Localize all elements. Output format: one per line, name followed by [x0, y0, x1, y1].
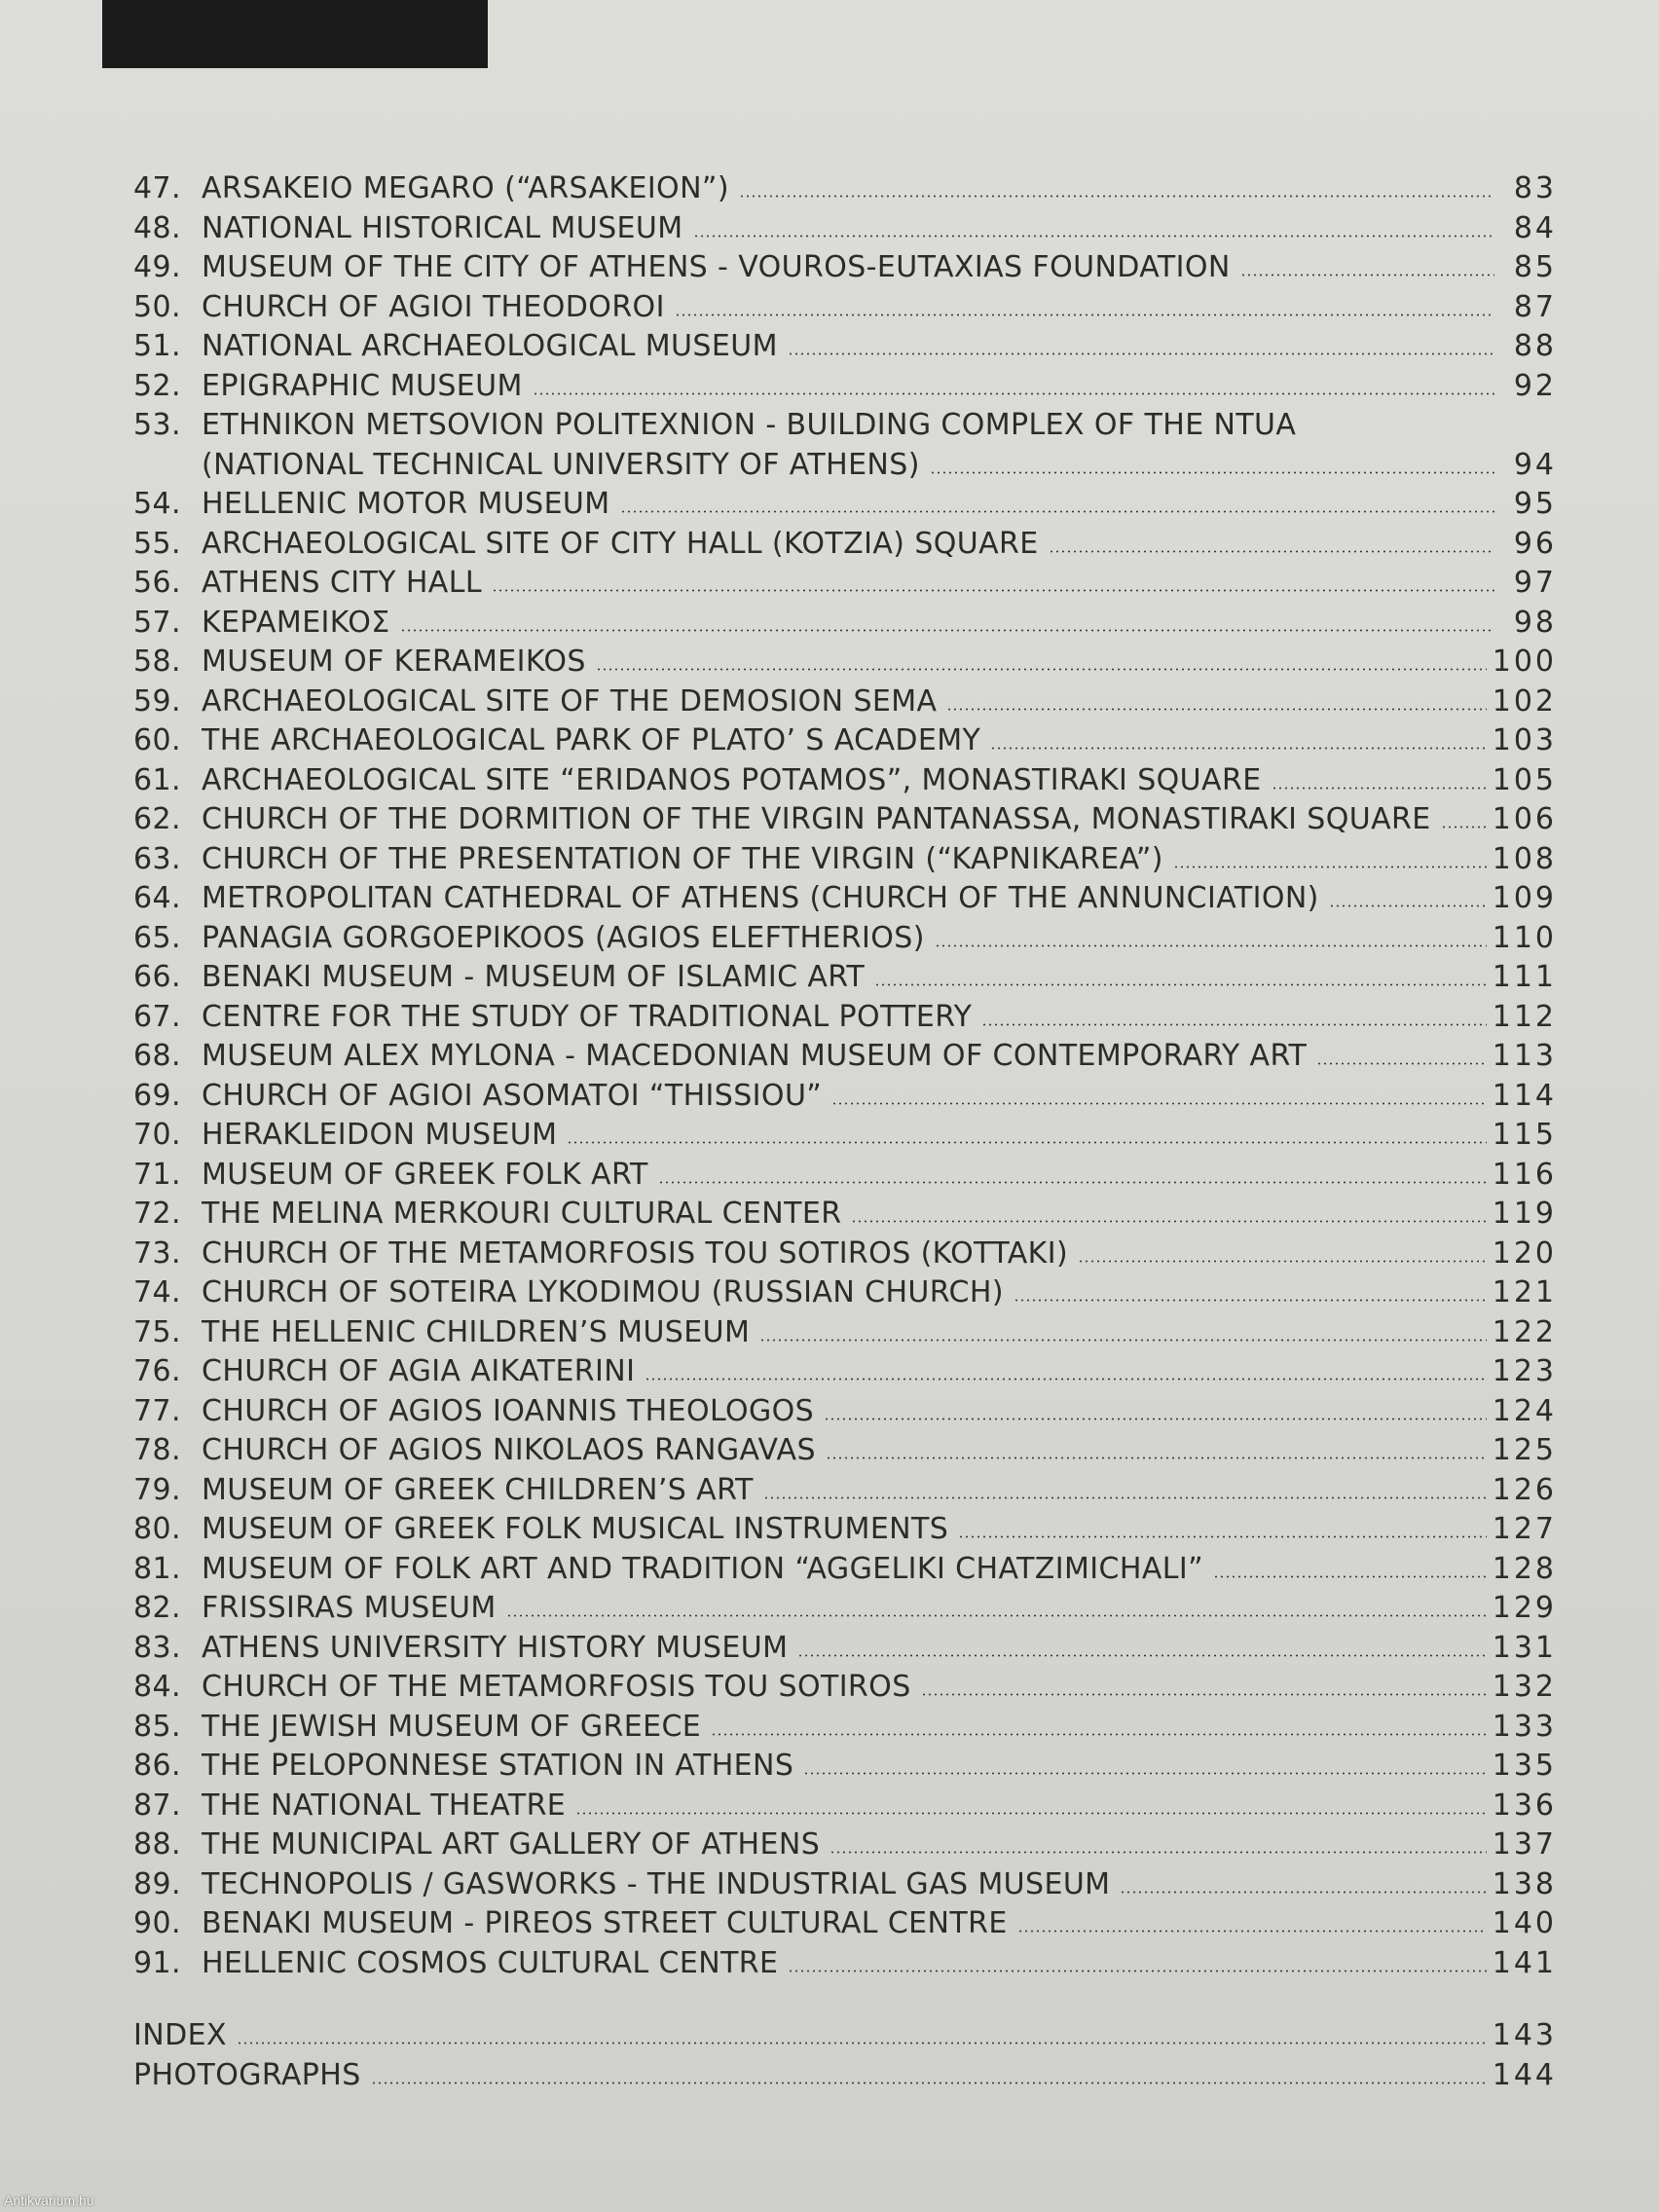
toc-entry — [133, 485, 1557, 525]
entry-number: 59. — [133, 683, 181, 719]
dot-leader — [400, 629, 1494, 632]
page-number: 94 — [1513, 447, 1557, 482]
dot-leader — [1017, 1930, 1487, 1933]
entry-title: MUSEUM OF FOLK ART AND TRADITION “AGGELIKI CHATZIMICHALI” — [202, 1551, 1204, 1586]
toc-entry — [133, 1037, 1557, 1077]
page-number: 126 — [1492, 1472, 1557, 1507]
entry-title: CHURCH OF THE PRESENTATION OF THE VIRGIN (“KAPNIKAREA”) — [202, 841, 1163, 876]
toc-entry — [133, 1235, 1557, 1274]
dot-leader — [645, 1378, 1486, 1381]
toc-entry — [133, 367, 1557, 407]
page-number: 108 — [1492, 841, 1557, 876]
toc-back-entry — [133, 2016, 1557, 2056]
entry-title: THE PELOPONNESE STATION IN ATHENS — [202, 1749, 794, 1783]
page-number: 120 — [1492, 1235, 1557, 1271]
dot-leader — [797, 1654, 1486, 1657]
entry-title: PANAGIA GORGOEPIKOOS (AGIOS ELEFTHERIOS) — [202, 920, 925, 955]
dot-leader — [981, 1023, 1486, 1026]
entry-number: 86. — [133, 1749, 181, 1783]
table-of-contents — [133, 169, 1557, 2095]
entry-number: 63. — [133, 841, 181, 876]
entry-number: 85. — [133, 1709, 181, 1744]
toc-entry — [133, 1273, 1557, 1313]
page-number: 100 — [1492, 645, 1557, 679]
page-number: 143 — [1492, 2018, 1557, 2052]
toc-entry — [133, 1313, 1557, 1353]
page-number: 129 — [1492, 1591, 1557, 1625]
entry-title: HELLENIC MOTOR MUSEUM — [202, 487, 610, 521]
page-number: 98 — [1513, 605, 1557, 640]
dot-leader — [990, 747, 1486, 750]
toc-entry — [133, 1944, 1557, 1984]
entry-title: FRISSIRAS MUSEUM — [202, 1591, 497, 1625]
toc-entry — [133, 958, 1557, 998]
dot-leader — [830, 1851, 1487, 1854]
dot-leader — [824, 1418, 1487, 1420]
entry-number: 66. — [133, 960, 181, 994]
entry-title: THE HELLENIC CHILDREN’S MUSEUM — [202, 1314, 751, 1349]
entry-number: 82. — [133, 1591, 181, 1625]
dot-leader — [1272, 787, 1487, 790]
entry-title: THE JEWISH MUSEUM OF GREECE — [202, 1709, 702, 1744]
entry-number: 55. — [133, 526, 181, 561]
toc-entry — [133, 682, 1557, 722]
entry-number: 91. — [133, 1945, 181, 1980]
page-number: 124 — [1492, 1393, 1557, 1428]
dot-leader — [930, 471, 1494, 474]
entry-number: 88. — [133, 1827, 181, 1862]
entry-title: ARCHAEOLOGICAL SITE “ERIDANOS POTAMOS”, MONASTIRAKI SQUARE — [202, 762, 1262, 797]
toc-entry — [133, 1787, 1557, 1826]
toc-entry — [133, 1589, 1557, 1629]
toc-entry — [133, 1116, 1557, 1156]
dot-leader — [533, 392, 1494, 395]
entry-title: KEPAMEIKOΣ — [202, 605, 390, 640]
toc-entry — [133, 1156, 1557, 1196]
toc-entry — [133, 406, 1557, 485]
entry-title: THE MUNICIPAL ART GALLERY OF ATHENS — [202, 1827, 821, 1862]
toc-entry — [133, 1352, 1557, 1392]
page-number: 110 — [1492, 920, 1557, 955]
page-number: 114 — [1492, 1078, 1557, 1113]
toc-entry — [133, 525, 1557, 565]
entry-number: 72. — [133, 1197, 181, 1231]
entry-number: 56. — [133, 566, 181, 600]
toc-entry — [133, 1471, 1557, 1511]
dot-leader — [1316, 1062, 1486, 1065]
page-number: 140 — [1492, 1906, 1557, 1940]
page-number: 125 — [1492, 1433, 1557, 1467]
dot-leader — [1049, 550, 1494, 553]
entry-number: 58. — [133, 645, 181, 679]
dot-leader — [935, 944, 1487, 947]
entry-title: CHURCH OF THE DORMITION OF THE VIRGIN PANTANASSA, MONASTIRAKI SQUARE — [202, 802, 1431, 836]
toc-entry — [133, 919, 1557, 959]
toc-entry — [133, 721, 1557, 761]
entry-title: CHURCH OF AGIOS NIKOLAOS RANGAVAS — [202, 1433, 816, 1467]
entry-number: 81. — [133, 1551, 181, 1586]
entry-number: 52. — [133, 368, 181, 403]
dot-leader — [1213, 1575, 1487, 1578]
toc-entry — [133, 1708, 1557, 1748]
toc-entry — [133, 288, 1557, 328]
entry-number: 79. — [133, 1472, 181, 1507]
entry-title: ARCHAEOLOGICAL SITE OF THE DEMOSION SEMA — [202, 683, 938, 719]
entry-title: HELLENIC COSMOS CULTURAL CENTRE — [202, 1945, 779, 1980]
page-number: 123 — [1492, 1354, 1557, 1388]
dot-leader — [759, 1339, 1486, 1342]
entry-title: MUSEUM OF GREEK FOLK MUSICAL INSTRUMENTS — [202, 1512, 949, 1546]
page-number: 83 — [1513, 171, 1557, 205]
entry-number: 65. — [133, 920, 181, 955]
dot-leader — [739, 195, 1494, 198]
toc-entry — [133, 604, 1557, 644]
dot-leader — [826, 1456, 1487, 1459]
entry-title: CHURCH OF THE METAMORFOSIS TOU SOTIROS (KOTTAKI) — [202, 1235, 1069, 1271]
toc-entry — [133, 1629, 1557, 1669]
back-entry-title: PHOTOGRAPHS — [133, 2057, 361, 2092]
entry-title: THE ARCHAEOLOGICAL PARK OF PLATO’ S ACADEMY — [202, 723, 981, 757]
page-number: 105 — [1492, 762, 1557, 797]
entry-number: 83. — [133, 1630, 181, 1665]
dot-leader — [1078, 1260, 1487, 1263]
entry-number: 67. — [133, 999, 181, 1034]
entry-title: CHURCH OF SOTEIRA LYKODIMOU (RUSSIAN CHURCH) — [202, 1275, 1004, 1309]
entry-title: CHURCH OF AGIOI ASOMATOI “THISSIOU” — [202, 1078, 823, 1113]
toc-entry — [133, 1550, 1557, 1590]
page-number: 109 — [1492, 881, 1557, 915]
page-number: 132 — [1492, 1670, 1557, 1704]
entry-title: ARCHAEOLOGICAL SITE OF CITY HALL (KOTZIA) SQUARE — [202, 526, 1039, 561]
dot-leader — [1120, 1891, 1486, 1894]
page-number: 138 — [1492, 1866, 1557, 1901]
entry-title: CENTRE FOR THE STUDY OF TRADITIONAL POTTERY — [202, 999, 973, 1034]
entry-number: 64. — [133, 881, 181, 915]
page-number: 96 — [1513, 526, 1557, 561]
dot-leader — [763, 1496, 1487, 1499]
dot-leader — [675, 313, 1494, 316]
entry-title: BENAKI MUSEUM - PIREOS STREET CULTURAL CENTRE — [202, 1906, 1008, 1940]
page-number: 144 — [1492, 2057, 1557, 2092]
dot-leader — [921, 1693, 1487, 1696]
page-number: 119 — [1492, 1197, 1557, 1231]
entry-number: 70. — [133, 1118, 181, 1152]
dot-leader — [1441, 826, 1487, 829]
dot-leader — [575, 1812, 1487, 1815]
toc-entry — [133, 1668, 1557, 1708]
dot-leader — [958, 1535, 1487, 1538]
dot-leader — [711, 1733, 1487, 1736]
dot-leader — [874, 983, 1487, 986]
entry-title: ATHENS UNIVERSITY HISTORY MUSEUM — [202, 1630, 789, 1665]
entry-title: MUSEUM OF GREEK CHILDREN’S ART — [202, 1472, 754, 1507]
entry-number: 48. — [133, 210, 181, 245]
page-number: 136 — [1492, 1788, 1557, 1823]
page-number: 87 — [1513, 289, 1557, 324]
entry-title-continued: (NATIONAL TECHNICAL UNIVERSITY OF ATHENS) — [202, 447, 920, 482]
dot-leader — [1240, 274, 1494, 276]
entry-number: 78. — [133, 1433, 181, 1467]
toc-entry — [133, 248, 1557, 288]
entry-title: MUSEUM OF THE CITY OF ATHENS - VOUROS-EUTAXIAS FOUNDATION — [202, 250, 1231, 284]
entry-number: 80. — [133, 1512, 181, 1546]
toc-entry — [133, 1904, 1557, 1944]
toc-entry — [133, 209, 1557, 249]
entry-number: 61. — [133, 762, 181, 797]
toc-entry — [133, 169, 1557, 209]
entry-number: 60. — [133, 723, 181, 757]
page-number: 135 — [1492, 1749, 1557, 1783]
entry-number: 68. — [133, 1039, 181, 1073]
dot-leader — [1329, 904, 1487, 907]
entry-title: CHURCH OF AGIOS IOANNIS THEOLOGOS — [202, 1393, 815, 1428]
entry-number: 90. — [133, 1906, 181, 1940]
entry-title: NATIONAL HISTORICAL MUSEUM — [202, 210, 683, 245]
page-number: 88 — [1513, 329, 1557, 363]
entry-number: 71. — [133, 1157, 181, 1192]
page-number: 92 — [1513, 368, 1557, 403]
back-entry-title: INDEX — [133, 2018, 227, 2052]
dot-leader — [658, 1181, 1487, 1184]
dot-leader — [946, 708, 1486, 711]
redaction-bar — [102, 0, 488, 68]
dot-leader — [851, 1220, 1486, 1223]
entry-number: 73. — [133, 1235, 181, 1271]
entry-title: METROPOLITAN CATHEDRAL OF ATHENS (CHURCH OF THE ANNUNCIATION) — [202, 881, 1319, 915]
entry-title: MUSEUM OF KERAMEIKOS — [202, 645, 586, 679]
toc-entry — [133, 998, 1557, 1038]
toc-entry — [133, 1431, 1557, 1471]
toc-entry — [133, 1865, 1557, 1905]
toc-entry — [133, 1392, 1557, 1432]
entry-number: 49. — [133, 250, 181, 284]
page-number: 131 — [1492, 1630, 1557, 1665]
watermark: Antikvarium.hu — [4, 2193, 94, 2208]
entry-number: 84. — [133, 1670, 181, 1704]
entry-number: 50. — [133, 289, 181, 324]
toc-entry — [133, 761, 1557, 801]
toc-entry — [133, 564, 1557, 604]
dot-leader — [506, 1614, 1487, 1617]
page-number: 137 — [1492, 1827, 1557, 1862]
dot-leader — [371, 2082, 1487, 2084]
page-number: 111 — [1492, 960, 1557, 994]
entry-number: 54. — [133, 487, 181, 521]
entry-number: 77. — [133, 1393, 181, 1428]
toc-entry — [133, 1747, 1557, 1787]
entry-title: THE NATIONAL THEATRE — [202, 1788, 567, 1823]
page-number: 97 — [1513, 566, 1557, 600]
toc-entry — [133, 879, 1557, 919]
entry-title: ETHNIKON METSOVION POLITEXNION - BUILDING COMPLEX OF THE NTUA — [202, 408, 1297, 442]
entry-title: ARSAKEIO MEGARO (“ARSAKEION”) — [202, 171, 729, 205]
dot-leader — [1173, 866, 1487, 868]
toc-entry — [133, 1510, 1557, 1550]
page-number: 84 — [1513, 210, 1557, 245]
toc-entry — [133, 800, 1557, 840]
entry-title: CHURCH OF AGIA AIKATERINI — [202, 1354, 636, 1388]
entry-title: THE MELINA MERKOURI CULTURAL CENTER — [202, 1197, 842, 1231]
toc-entry — [133, 1825, 1557, 1865]
page-number: 133 — [1492, 1709, 1557, 1744]
dot-leader — [567, 1141, 1486, 1144]
entry-title: CHURCH OF THE METAMORFOSIS TOU SOTIROS — [202, 1670, 911, 1704]
page-number: 141 — [1492, 1945, 1557, 1980]
dot-leader — [596, 668, 1487, 671]
page-number: 116 — [1492, 1157, 1557, 1192]
entry-number: 76. — [133, 1354, 181, 1388]
dot-leader — [803, 1772, 1486, 1775]
dot-leader — [620, 510, 1494, 513]
dot-leader — [1014, 1299, 1487, 1302]
entry-number: 74. — [133, 1275, 181, 1309]
entry-title: EPIGRAPHIC MUSEUM — [202, 368, 523, 403]
dot-leader — [831, 1102, 1486, 1105]
dot-leader — [788, 352, 1494, 355]
entry-number: 51. — [133, 329, 181, 363]
entry-title: CHURCH OF AGIOI THEODOROI — [202, 289, 665, 324]
dot-leader — [788, 1970, 1486, 1972]
entry-title: TECHNOPOLIS / GASWORKS - THE INDUSTRIAL GAS MUSEUM — [202, 1866, 1111, 1901]
dot-leader — [693, 235, 1494, 238]
toc-entry — [133, 327, 1557, 367]
entry-number: 87. — [133, 1788, 181, 1823]
entry-title: MUSEUM OF GREEK FOLK ART — [202, 1157, 648, 1192]
toc-entry — [133, 1195, 1557, 1235]
entry-title: HERAKLEIDON MUSEUM — [202, 1118, 558, 1152]
page-number: 121 — [1492, 1275, 1557, 1309]
page-number: 95 — [1513, 487, 1557, 521]
entry-title: MUSEUM ALEX MYLONA - MACEDONIAN MUSEUM OF CONTEMPORARY ART — [202, 1039, 1308, 1073]
entry-number: 47. — [133, 171, 181, 205]
page-number: 106 — [1492, 802, 1557, 836]
page-number: 103 — [1492, 723, 1557, 757]
entry-number: 75. — [133, 1314, 181, 1349]
entry-number: 53. — [133, 408, 181, 442]
page-number: 112 — [1492, 999, 1557, 1034]
page-number: 127 — [1492, 1512, 1557, 1546]
toc-entry — [133, 643, 1557, 682]
entry-number: 62. — [133, 802, 181, 836]
page-number: 128 — [1492, 1551, 1557, 1586]
entry-title: ATHENS CITY HALL — [202, 566, 482, 600]
page-number: 85 — [1513, 250, 1557, 284]
page-number: 122 — [1492, 1314, 1557, 1349]
toc-entry — [133, 1077, 1557, 1117]
page-number: 102 — [1492, 683, 1557, 719]
page-number: 113 — [1492, 1039, 1557, 1073]
dot-leader — [237, 2042, 1487, 2045]
entry-number: 69. — [133, 1078, 181, 1113]
entry-title: BENAKI MUSEUM - MUSEUM OF ISLAMIC ART — [202, 960, 866, 994]
toc-back-entry — [133, 2056, 1557, 2096]
entry-number: 89. — [133, 1866, 181, 1901]
entry-number: 57. — [133, 605, 181, 640]
entry-title: NATIONAL ARCHAEOLOGICAL MUSEUM — [202, 329, 778, 363]
toc-entry — [133, 840, 1557, 880]
dot-leader — [492, 589, 1494, 592]
page-number: 115 — [1492, 1118, 1557, 1152]
